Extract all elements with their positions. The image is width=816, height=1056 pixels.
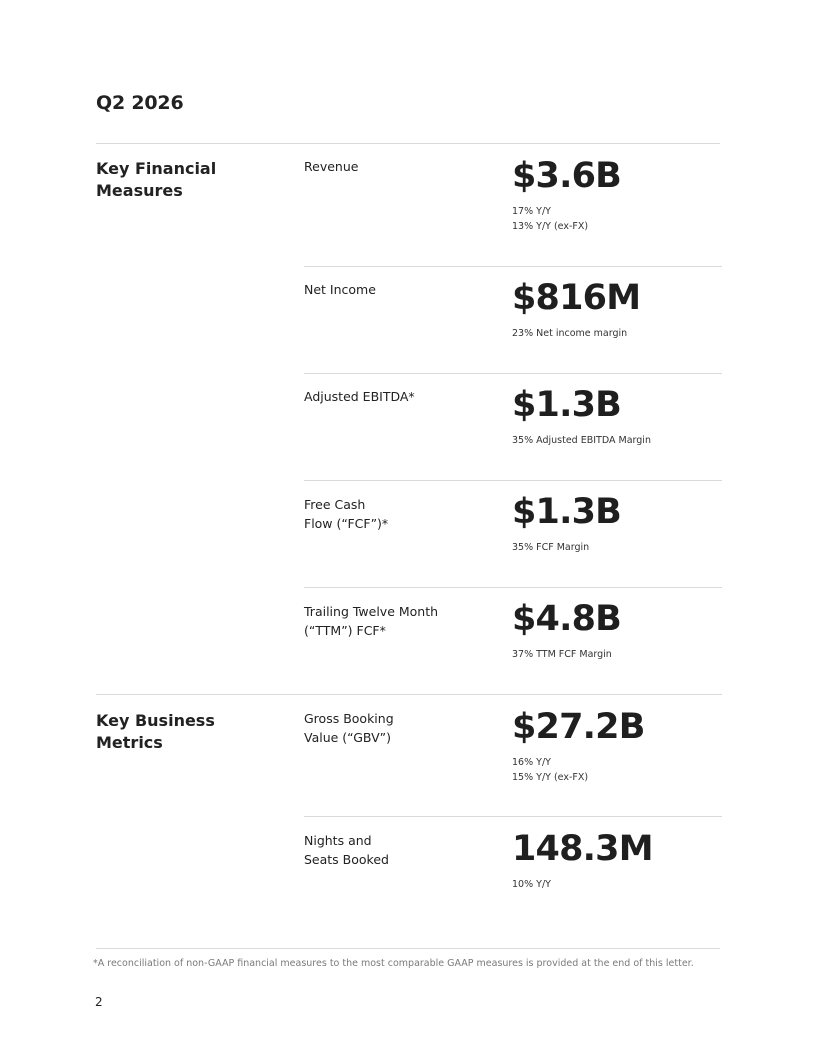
metric-label-line: Flow (“FCF”)* <box>304 515 389 531</box>
page-number: 2 <box>95 995 103 1009</box>
metric-note: 23% Net income margin <box>512 328 628 339</box>
page-title: Q2 2026 <box>96 92 184 114</box>
metric-label-net-income <box>304 281 484 300</box>
metric-note: 10% Y/Y <box>512 879 551 890</box>
divider <box>304 373 722 374</box>
metric-label-fcf <box>304 496 484 533</box>
metric-label-line: Nights and <box>304 833 372 848</box>
metric-label-ttm-fcf <box>304 603 484 640</box>
metric-note: 17% Y/Y <box>512 206 551 217</box>
divider <box>96 694 722 695</box>
metric-label-line: Revenue <box>304 159 359 174</box>
section-label-business <box>96 710 266 754</box>
metric-note: 16% Y/Y <box>512 757 551 768</box>
metric-note: 35% Adjusted EBITDA Margin <box>512 435 651 446</box>
metric-notes-ttm-fcf <box>512 648 612 663</box>
footnote: *A reconciliation of non-GAAP financial measures to the most comparable GAAP measures is provided at the end of this letter. <box>93 958 694 969</box>
metric-note: 13% Y/Y (ex-FX) <box>512 220 589 232</box>
metric-note: 35% FCF Margin <box>512 542 590 553</box>
metric-notes-fcf <box>512 541 589 556</box>
section-label-line: Key Financial <box>96 159 217 178</box>
divider <box>96 143 720 144</box>
metric-value-ttm-fcf: $4.8B <box>512 599 622 639</box>
metric-notes-net-income <box>512 327 627 342</box>
metric-label-line: Adjusted EBITDA* <box>304 389 415 404</box>
metric-notes-nights <box>512 878 551 893</box>
metric-label-gbv <box>304 710 484 747</box>
section-label-line: Measures <box>96 181 183 200</box>
metric-label-nights <box>304 832 484 869</box>
section-label-financial <box>96 158 266 202</box>
metric-label-adjusted-ebitda <box>304 388 484 407</box>
metric-label-line: Seats Booked <box>304 851 389 867</box>
divider <box>304 266 722 267</box>
metric-label-line: (“TTM”) FCF* <box>304 622 386 638</box>
divider <box>304 587 722 588</box>
metric-value-net-income: $816M <box>512 278 641 318</box>
metric-label-line: Gross Booking <box>304 711 394 726</box>
metric-notes-adjusted-ebitda <box>512 434 651 449</box>
metric-label-line: Trailing Twelve Month <box>304 604 439 619</box>
metric-label-line: Net Income <box>304 282 376 297</box>
metric-value-adjusted-ebitda: $1.3B <box>512 385 622 425</box>
metric-value-nights: 148.3M <box>512 829 653 869</box>
divider <box>96 948 720 949</box>
metric-value-fcf: $1.3B <box>512 492 622 532</box>
section-label-line: Key Business <box>96 711 215 730</box>
metric-notes-gbv <box>512 756 588 785</box>
metric-notes-revenue <box>512 205 588 234</box>
divider <box>304 816 722 817</box>
metric-value-revenue: $3.6B <box>512 156 622 196</box>
section-label-line: Metrics <box>96 733 163 752</box>
metric-note: 37% TTM FCF Margin <box>512 649 612 660</box>
metric-note: 15% Y/Y (ex-FX) <box>512 771 589 783</box>
metric-label-line: Value (“GBV”) <box>304 729 391 745</box>
divider <box>304 480 722 481</box>
metric-value-gbv: $27.2B <box>512 707 645 747</box>
metric-label-line: Free Cash <box>304 497 366 512</box>
metric-label-revenue <box>304 158 484 177</box>
